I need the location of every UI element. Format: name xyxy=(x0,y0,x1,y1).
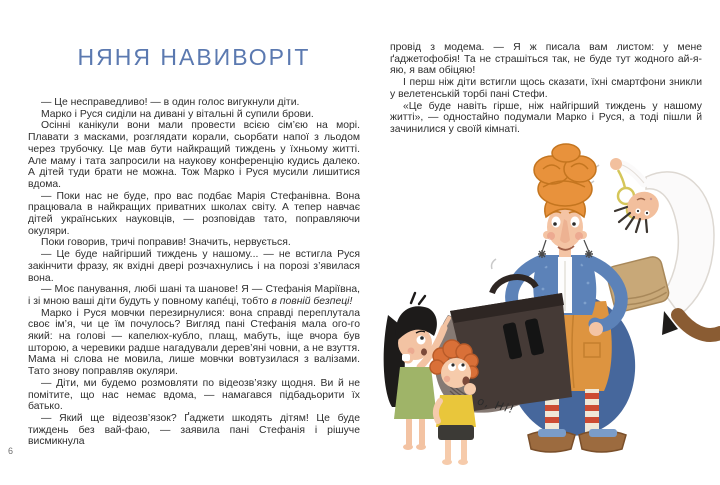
nanny-hair-bun xyxy=(534,144,596,217)
paragraph: «Це буде навіть гірше, ніж найгірший тиждень у нашому житті», — одностайно подумали Марко і Руся, а тоді пішли й зачинилися у своїй кімнаті. xyxy=(390,100,702,135)
right-page-text xyxy=(390,42,702,136)
father-leg xyxy=(678,315,720,335)
nanny-figure xyxy=(507,144,635,452)
nanny-illustration xyxy=(378,143,720,467)
paragraph: Поки говорив, тричі поправив! Значить, нервується. xyxy=(41,237,291,249)
paragraph: провід з модема. — Я ж писала вам листом: у мене ґаджетофобія! Та не страшіться так, не буде тут жодного ай-я-яю, я вам обіцяю! xyxy=(390,42,702,77)
boy-figure xyxy=(430,340,478,465)
girl-dress xyxy=(394,367,437,419)
father-hand xyxy=(610,158,622,170)
paragraph: — Це несправедливо! — в один голос вигукнули діти. xyxy=(41,97,300,108)
father-head xyxy=(615,188,663,232)
page-number: 6 xyxy=(8,446,14,456)
boy-shorts xyxy=(438,425,474,440)
speech-label: о, Ні! xyxy=(475,394,517,417)
paragraph: — Який ще відеозв’язок? Ґаджети шкодять дітям! Це буде тиждень без вай-фаю, — заявила пані Стефанія і рішуче висмикнула xyxy=(28,412,360,448)
paragraph: — Поки нас не буде, про вас подбає Марія Стефанівна. Вона працювала в найкращих приватних школах світу. А тепер навчає дітей українських науковців, — розповідав тато, поправляючи окуляри. xyxy=(28,190,360,237)
paragraph: — Це буде найгірший тиждень у нашому... — не встигла Руся закінчити фразу, як вхідні двері розчахнулись і на порозі з’явилася вона. xyxy=(28,249,360,284)
left-page-text xyxy=(28,97,360,448)
paragraph: І перш ніж діти встигли щось сказати, їхні смартфони зникли у велетенській торбі пані Стефи. xyxy=(390,77,702,100)
chapter-title: НЯНЯ НАВИВОРІТ xyxy=(77,44,311,70)
paragraph: Осінні канікули вони мали провести всією сім’єю на морі. Плавати з масками, розглядати корали, сьорбати напої з льодом через трубочку. Це мав бути найкращий тиждень у їхньому житті. Але маму і тата запросили на наукову конференцію кудись далеко. А дітей туди брати не можна. Тож Марко і Руся мусили лишитися вдома. xyxy=(28,120,360,190)
paragraph: Марко і Руся мовчки перезирнулися: вона справді переплутала своє ім’я, чи це їм почулось? Вигляд пані Стефанія мала ого-го який: на голові — капелюх-кубло, плащ, мабуть, іще вчора був шторою, а черевики радше нагадували дерев’яні човни, а не взуття. Мама ні слова не мовила, лише мовчки вовтузилася з валізами. Тато знову поправляв окуляри. xyxy=(28,307,360,378)
paragraph: Марко і Руся сиділи на дивані у вітальні й супили брови. xyxy=(41,108,314,120)
paragraph: — Моє панування, любі шані та шанове! Я — Стефанія Маріївна, і зі мною ваші діти будуть у повному капе́ці, тобто в повній безпеці! xyxy=(28,284,360,307)
boy-hand xyxy=(464,383,476,395)
paragraph: — Діти, ми будемо розмовляти по відеозв’язку щодня. Ви й не помітите, що нас немає вдома, — намагався підбадьорити їх батько. xyxy=(28,377,360,413)
nanny-hand-right xyxy=(589,322,603,336)
